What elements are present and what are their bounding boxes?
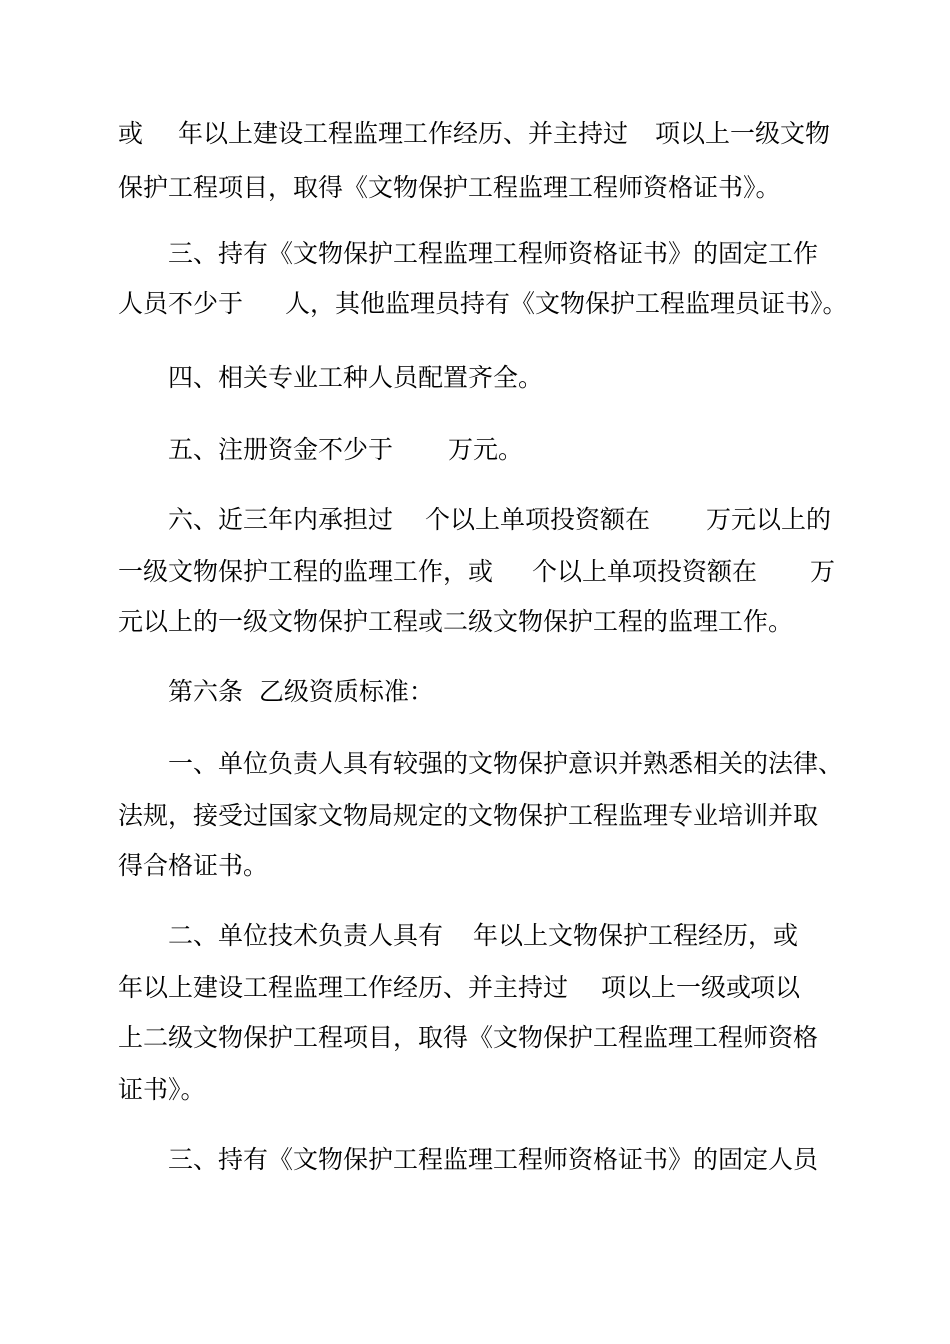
text-segment: 六、近三年内承担过 <box>168 505 394 534</box>
text-segment: 人，其他监理员持有《文物保护工程监理员证书》。 <box>285 289 848 318</box>
text-segment: 三、持有《文物保护工程监理工程师资格证书》的固定工作 <box>168 239 819 268</box>
text-segment: 二、单位技术负责人具有 <box>168 921 444 950</box>
text-segment: 年以上建设工程监理工作经历、并主持过 <box>118 973 569 1002</box>
text-line <box>0 968 950 1008</box>
text-line <box>0 500 950 540</box>
text-segment: 项以上一级或 <box>601 973 752 1002</box>
text-line <box>0 430 950 470</box>
text-line <box>0 284 950 324</box>
text-line <box>0 1140 950 1180</box>
text-line <box>0 552 950 592</box>
text-line <box>0 234 950 274</box>
text-segment: 三、持有《文物保护工程监理工程师资格证书》的固定人员 <box>168 1145 819 1174</box>
text-line <box>0 672 950 712</box>
text-line <box>0 114 950 154</box>
text-segment: 四、相关专业工种人员配置齐全。 <box>168 363 544 392</box>
text-line <box>0 744 950 784</box>
text-segment: 项以上一级文物 <box>655 119 831 148</box>
text-line <box>0 1018 950 1058</box>
text-segment: 五、注册资金不少于 <box>168 435 394 464</box>
text-line <box>0 1070 950 1110</box>
text-segment: 上二级文物保护工程项目，取得《文物保护工程监理工程师资格 <box>118 1023 819 1052</box>
article-heading: 第六条 乙级资质标准： <box>168 677 434 706</box>
text-segment: 保护工程项目，取得《文物保护工程监理工程师资格证书》。 <box>118 173 781 202</box>
text-line <box>0 602 950 642</box>
text-segment: 项以 <box>750 973 801 1002</box>
text-segment: 元以上的一级文物保护工程或二级文物保护工程的监理工作。 <box>118 607 794 636</box>
text-line <box>0 358 950 398</box>
text-segment: 个以上单项投资额在 <box>425 505 651 534</box>
text-segment: 年以上文物保护工程经历，或 <box>473 921 799 950</box>
text-segment: 万元。 <box>448 435 524 464</box>
text-segment: 证书》。 <box>118 1075 206 1104</box>
text-segment: 一、单位负责人具有较强的文物保护意识并熟悉相关的法律、 <box>168 749 844 778</box>
text-segment: 万 <box>810 557 836 586</box>
text-line <box>0 168 950 208</box>
text-line <box>0 846 950 886</box>
text-segment: 得合格证书。 <box>118 851 269 880</box>
text-segment: 年以上建设工程监理工作经历、并主持过 <box>178 119 629 148</box>
text-segment: 万元以上的 <box>706 505 832 534</box>
text-line <box>0 916 950 956</box>
text-segment: 个以上单项投资额在 <box>532 557 758 586</box>
text-segment: 一级文物保护工程的监理工作，或 <box>118 557 494 586</box>
text-segment: 人员不少于 <box>118 289 244 318</box>
text-line <box>0 796 950 836</box>
text-segment: 法规，接受过国家文物局规定的文物保护工程监理专业培训并取 <box>118 801 819 830</box>
text-segment: 或 <box>118 119 144 148</box>
